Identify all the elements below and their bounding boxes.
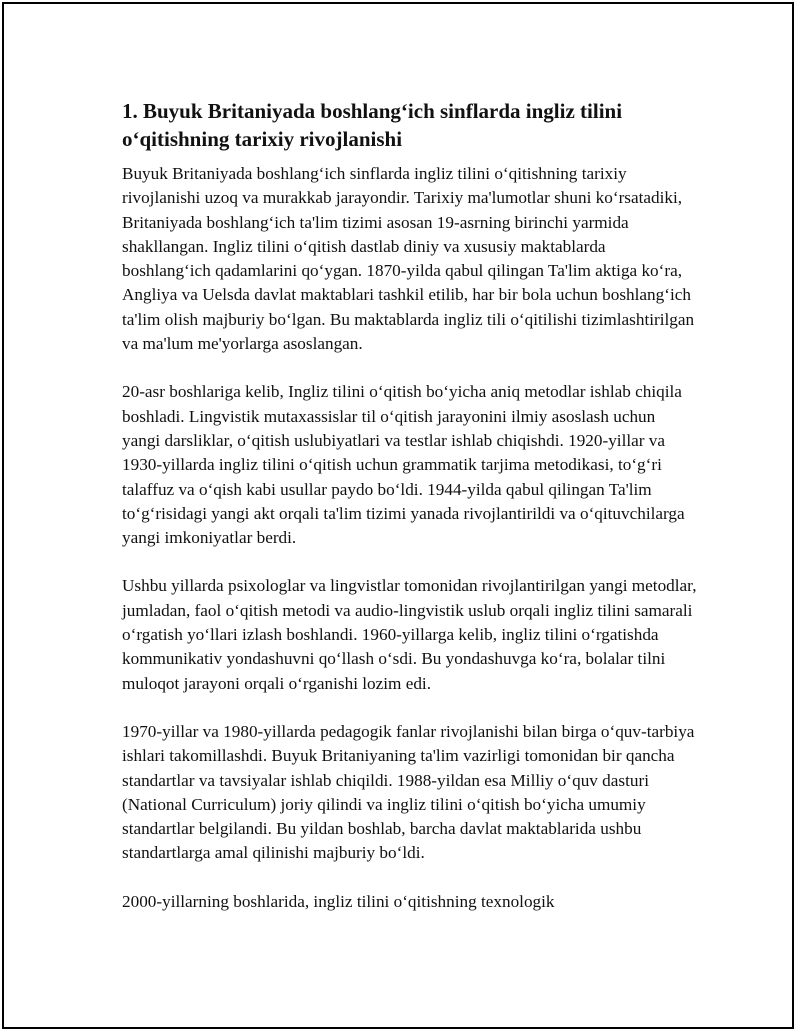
section-heading: 1. Buyuk Britaniyada boshlang‘ich sinflarda ingliz tilini o‘qitishning tarixiy rivojlanishi — [122, 99, 623, 151]
paragraph-2: 20-asr boshlariga kelib, Ingliz tilini o‘qitish bo‘yicha aniq metodlar ishlab chiqila boshladi. Lingvistik mutaxassislar til o‘qitish jarayonini ilmiy asoslash uchun yangi darsliklar, o‘qitish uslubiyatlari va testlar ishlab chiqishdi. 1920-yillar va 1930-yillarda ingliz tilini o‘qitish uchun grammatik tarjima metodikasi, to‘g‘ri talaffuz va o‘qish kabi usullar paydo bo‘ldi. 1944-yilda qabul qilingan Ta'lim to‘g‘risidagi yangi akt orqali ta'lim tizimi yanada rivojlantirildi va o‘qituvchilarga yangi imkoniyatlar berdi. — [122, 382, 685, 548]
paragraph-1: Buyuk Britaniyada boshlang‘ich sinflarda ingliz tilini o‘qitishning tarixiy rivojlanishi uzoq va murakkab jarayondir. Tarixiy ma'lumotlar shuni ko‘rsatadiki, Britaniyada boshlang‘ich ta'lim tizimi asosan 19-asrning birinchi yarmida shakllangan. Ingliz tilini o‘qitish dastlab diniy va xususiy maktablarda boshlang‘ich qadamlarini qo‘ygan. 1870-yilda qabul qilingan Ta'lim aktiga ko‘ra, Angliya va Uelsda davlat maktablari tashkil etilib, har bir bola uchun boshlang‘ich ta'lim olish majburiy bo‘lgan. Bu maktablarda ingliz tili o‘qitilishi tizimlashtirilgan va ma'lum me'yorlarga asoslangan. — [122, 164, 695, 354]
page-frame — [2, 2, 794, 1029]
paragraph-5: 2000-yillarning boshlarida, ingliz tilini o‘qitishning texnologik — [122, 891, 555, 911]
paragraph-3: Ushbu yillarda psixologlar va lingvistlar tomonidan rivojlantirilgan yangi metodlar, jumladan, faol o‘qitish metodi va audio-lingvistik uslub orqali ingliz tilini samarali o‘rgatish yo‘llari izlash boshlandi. 1960-yillarga kelib, ingliz tilini o‘rgatishda kommunikativ yondashuvni qo‘llash o‘sdi. Bu yondashuvga ko‘ra, bolalar tilni muloqot jarayoni orqali o‘rganishi lozim edi. — [122, 576, 697, 693]
paragraph-4: 1970-yillar va 1980-yillarda pedagogik fanlar rivojlanishi bilan birga o‘quv-tarbiya ishlari takomillashdi. Buyuk Britaniyaning ta'lim vazirligi tomonidan bir qancha standartlar va tavsiyalar ishlab chiqildi. 1988-yildan esa Milliy o‘quv dasturi (National Curriculum) joriy qilindi va ingliz tilini o‘qitish bo‘yicha umumiy standartlar belgilandi. Bu yildan boshlab, barcha davlat maktablarida ushbu standartlarga amal qilinishi majburiy bo‘ldi. — [122, 721, 695, 863]
document-body — [122, 97, 697, 914]
